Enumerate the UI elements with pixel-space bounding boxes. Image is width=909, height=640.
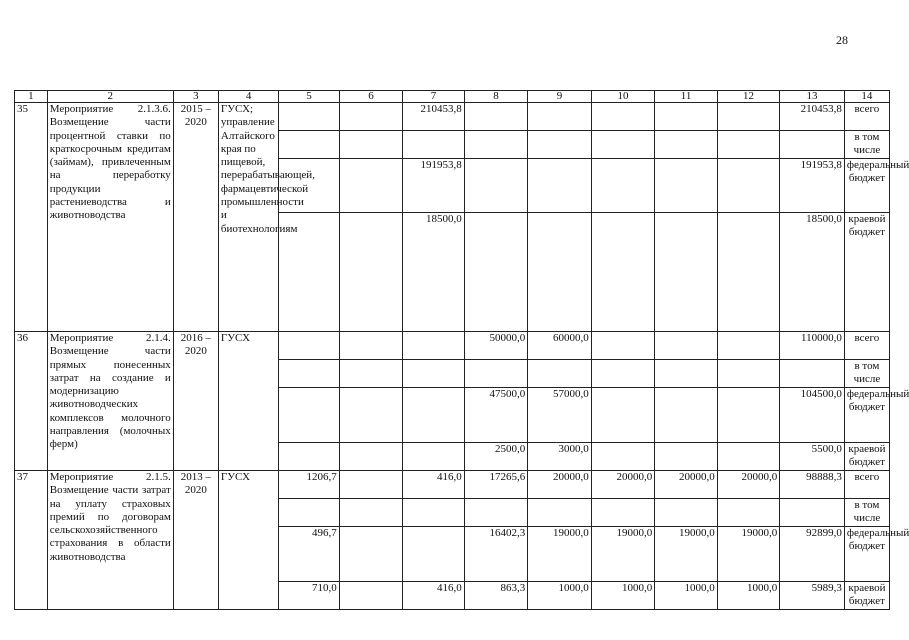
cell-col9 bbox=[528, 360, 592, 388]
cell-col6 bbox=[339, 443, 403, 471]
cell-col13: 98888,3 bbox=[780, 471, 845, 499]
cell-col6 bbox=[339, 131, 403, 159]
cell-col11 bbox=[655, 499, 718, 527]
cell-col10 bbox=[591, 103, 655, 131]
cell-col11 bbox=[655, 388, 718, 443]
cell-col12: 20000,0 bbox=[717, 471, 780, 499]
cell-col7 bbox=[403, 388, 464, 443]
cell-col11 bbox=[655, 159, 718, 213]
row-number: 36 bbox=[15, 332, 48, 471]
cell-col13: 210453,8 bbox=[780, 103, 845, 131]
funding-source: в том числе bbox=[844, 131, 889, 159]
cell-col11: 1000,0 bbox=[655, 582, 718, 610]
cell-col10 bbox=[591, 388, 655, 443]
cell-col5: 710,0 bbox=[279, 582, 339, 610]
cell-col10: 20000,0 bbox=[591, 471, 655, 499]
cell-col5: 1206,7 bbox=[279, 471, 339, 499]
cell-col6 bbox=[339, 499, 403, 527]
cell-col6 bbox=[339, 213, 403, 332]
cell-col13: 191953,8 bbox=[780, 159, 845, 213]
column-header: 14 bbox=[844, 91, 889, 103]
cell-col7: 191953,8 bbox=[403, 159, 464, 213]
cell-col11 bbox=[655, 360, 718, 388]
cell-col13 bbox=[780, 360, 845, 388]
cell-col10 bbox=[591, 131, 655, 159]
cell-col13 bbox=[780, 131, 845, 159]
cell-col9 bbox=[528, 213, 592, 332]
cell-col6 bbox=[339, 332, 403, 360]
cell-col8 bbox=[464, 131, 528, 159]
cell-col7: 416,0 bbox=[403, 582, 464, 610]
cell-col12 bbox=[717, 131, 780, 159]
column-header: 8 bbox=[464, 91, 528, 103]
cell-col9: 57000,0 bbox=[528, 388, 592, 443]
cell-col12 bbox=[717, 332, 780, 360]
cell-col13: 5989,3 bbox=[780, 582, 845, 610]
cell-col9: 1000,0 bbox=[528, 582, 592, 610]
cell-col8 bbox=[464, 499, 528, 527]
measure-title: Мероприятие 2.1.5. Возмещение части затрат на уплату страховых премий по договорам сельскохозяйственного страхования в области животноводства bbox=[47, 471, 173, 610]
funding-source: в том числе bbox=[844, 360, 889, 388]
cell-col9: 20000,0 bbox=[528, 471, 592, 499]
cell-col5 bbox=[279, 360, 339, 388]
cell-col12 bbox=[717, 360, 780, 388]
cell-col7 bbox=[403, 360, 464, 388]
column-header: 7 bbox=[403, 91, 464, 103]
column-header: 3 bbox=[173, 91, 218, 103]
cell-col6 bbox=[339, 582, 403, 610]
cell-col13: 110000,0 bbox=[780, 332, 845, 360]
cell-col8: 47500,0 bbox=[464, 388, 528, 443]
cell-col7: 416,0 bbox=[403, 471, 464, 499]
cell-col5 bbox=[279, 131, 339, 159]
row-number: 35 bbox=[15, 103, 48, 332]
cell-col5 bbox=[279, 499, 339, 527]
cell-col12 bbox=[717, 499, 780, 527]
funding-source: федеральный бюджет bbox=[844, 527, 889, 582]
cell-col7 bbox=[403, 499, 464, 527]
cell-col9: 19000,0 bbox=[528, 527, 592, 582]
table-row bbox=[15, 471, 890, 499]
measure-executor: ГУСХ; управление Алтайского края по пищевой, перерабатывающей, фармацевтической промышленности и биотехнологиям bbox=[218, 103, 278, 332]
cell-col8: 17265,6 bbox=[464, 471, 528, 499]
cell-col11 bbox=[655, 103, 718, 131]
table-row bbox=[15, 103, 890, 131]
cell-col5 bbox=[279, 103, 339, 131]
cell-col9: 60000,0 bbox=[528, 332, 592, 360]
cell-col10: 1000,0 bbox=[591, 582, 655, 610]
funding-source: краевой бюджет bbox=[844, 582, 889, 610]
cell-col11: 20000,0 bbox=[655, 471, 718, 499]
program-table bbox=[14, 90, 909, 610]
cell-col5: 496,7 bbox=[279, 527, 339, 582]
cell-col10 bbox=[591, 213, 655, 332]
funding-source: краевой бюджет bbox=[844, 213, 889, 332]
column-header: 6 bbox=[339, 91, 403, 103]
measure-years: 2016 – 2020 bbox=[173, 332, 218, 471]
cell-col8: 2500,0 bbox=[464, 443, 528, 471]
measure-title: Мероприятие 2.1.4. Возмещение части прямых понесенных затрат на создание и модернизацию животноводческих комплексов молочного направления (молочных ферм) bbox=[47, 332, 173, 471]
cell-col13: 5500,0 bbox=[780, 443, 845, 471]
column-header: 12 bbox=[717, 91, 780, 103]
cell-col13: 104500,0 bbox=[780, 388, 845, 443]
measure-years: 2013 – 2020 bbox=[173, 471, 218, 610]
cell-col10: 19000,0 bbox=[591, 527, 655, 582]
cell-col9 bbox=[528, 103, 592, 131]
row-number: 37 bbox=[15, 471, 48, 610]
measure-executor: ГУСХ bbox=[218, 471, 278, 610]
cell-col6 bbox=[339, 159, 403, 213]
column-header: 10 bbox=[591, 91, 655, 103]
table-row bbox=[15, 332, 890, 360]
cell-col9 bbox=[528, 159, 592, 213]
cell-col11 bbox=[655, 443, 718, 471]
cell-col12 bbox=[717, 213, 780, 332]
funding-source: всего bbox=[844, 332, 889, 360]
column-header: 5 bbox=[279, 91, 339, 103]
cell-col13: 18500,0 bbox=[780, 213, 845, 332]
cell-col12 bbox=[717, 443, 780, 471]
cell-col10 bbox=[591, 159, 655, 213]
cell-col6 bbox=[339, 103, 403, 131]
funding-source: в том числе bbox=[844, 499, 889, 527]
cell-col5 bbox=[279, 443, 339, 471]
column-header: 4 bbox=[218, 91, 278, 103]
funding-source: федеральный бюджет bbox=[844, 159, 889, 213]
cell-col11 bbox=[655, 131, 718, 159]
cell-col5 bbox=[279, 332, 339, 360]
cell-col7: 18500,0 bbox=[403, 213, 464, 332]
cell-col6 bbox=[339, 527, 403, 582]
cell-col8 bbox=[464, 103, 528, 131]
cell-col12 bbox=[717, 103, 780, 131]
cell-col13: 92899,0 bbox=[780, 527, 845, 582]
funding-source: федеральный бюджет bbox=[844, 388, 889, 443]
funding-source: всего bbox=[844, 471, 889, 499]
cell-col10 bbox=[591, 332, 655, 360]
cell-col8 bbox=[464, 159, 528, 213]
funding-source: краевой бюджет bbox=[844, 443, 889, 471]
measure-years: 2015 – 2020 bbox=[173, 103, 218, 332]
cell-col12 bbox=[717, 159, 780, 213]
cell-col9 bbox=[528, 499, 592, 527]
column-header: 11 bbox=[655, 91, 718, 103]
cell-col7 bbox=[403, 527, 464, 582]
cell-col6 bbox=[339, 471, 403, 499]
cell-col11 bbox=[655, 332, 718, 360]
cell-col10 bbox=[591, 360, 655, 388]
cell-col8: 50000,0 bbox=[464, 332, 528, 360]
measure-executor: ГУСХ bbox=[218, 332, 278, 471]
cell-col5 bbox=[279, 388, 339, 443]
cell-col12: 1000,0 bbox=[717, 582, 780, 610]
cell-col10 bbox=[591, 443, 655, 471]
cell-col11: 19000,0 bbox=[655, 527, 718, 582]
cell-col7 bbox=[403, 332, 464, 360]
column-header: 1 bbox=[15, 91, 48, 103]
cell-col8: 863,3 bbox=[464, 582, 528, 610]
column-header: 13 bbox=[780, 91, 845, 103]
cell-col6 bbox=[339, 388, 403, 443]
cell-col8: 16402,3 bbox=[464, 527, 528, 582]
cell-col7: 210453,8 bbox=[403, 103, 464, 131]
funding-source: всего bbox=[844, 103, 889, 131]
cell-col12: 19000,0 bbox=[717, 527, 780, 582]
cell-col11 bbox=[655, 213, 718, 332]
cell-col9 bbox=[528, 131, 592, 159]
column-number-row bbox=[15, 91, 890, 103]
cell-col12 bbox=[717, 388, 780, 443]
cell-col9: 3000,0 bbox=[528, 443, 592, 471]
cell-col8 bbox=[464, 213, 528, 332]
column-header: 2 bbox=[47, 91, 173, 103]
column-header: 9 bbox=[528, 91, 592, 103]
cell-col7 bbox=[403, 443, 464, 471]
cell-col7 bbox=[403, 131, 464, 159]
cell-col8 bbox=[464, 360, 528, 388]
cell-col10 bbox=[591, 499, 655, 527]
page-number: 28 bbox=[836, 33, 848, 47]
cell-col13 bbox=[780, 499, 845, 527]
cell-col6 bbox=[339, 360, 403, 388]
measure-title: Мероприятие 2.1.3.6. Возмещение части процентной ставки по краткосрочным кредитам (займам), привлеченным на переработку продукции растениеводства и животноводства bbox=[47, 103, 173, 332]
